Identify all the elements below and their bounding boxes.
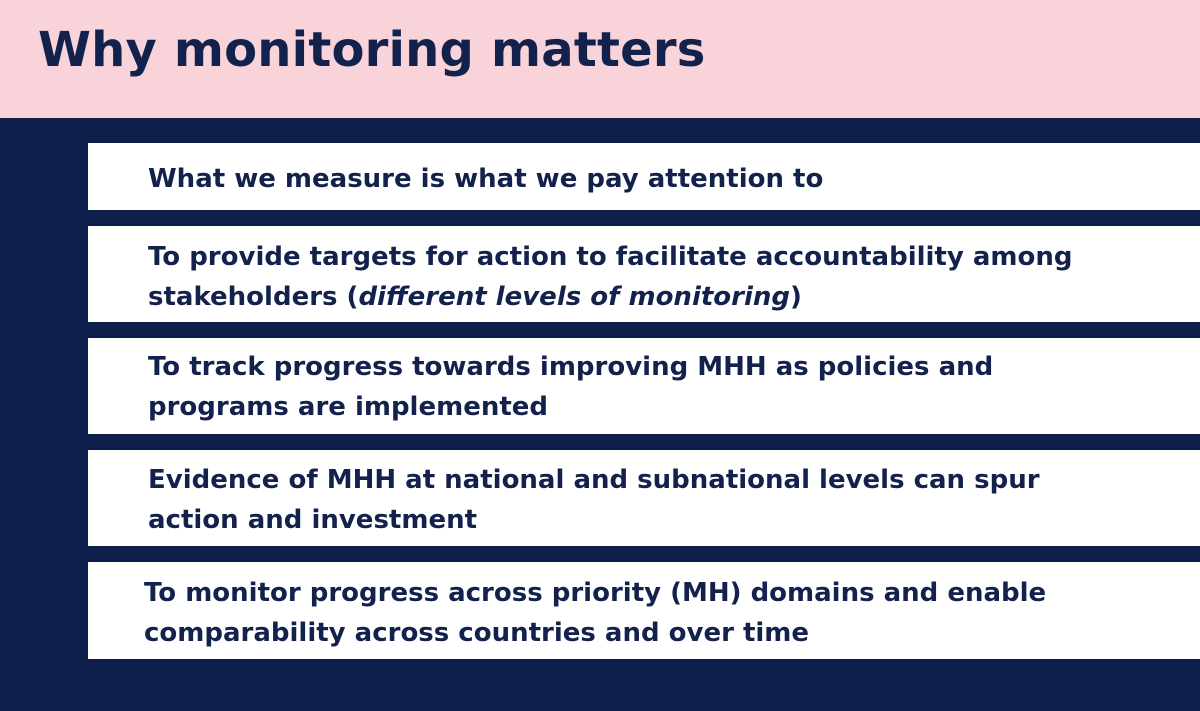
point-text-2-before: To provide targets for action to facilitate accountability among stakeholders ( <box>148 242 1073 312</box>
point-text-5: To monitor progress across priority (MH) domains and enable comparability across countries and over time <box>144 578 1047 648</box>
point-box-3 <box>88 338 1200 434</box>
point-box-4 <box>88 450 1200 546</box>
title-banner <box>0 0 1200 118</box>
point-text-2 <box>148 237 1110 317</box>
point-text-4: Evidence of MHH at national and subnational levels can spur action and investment <box>148 465 1040 535</box>
point-text-3: To track progress towards improving MHH as policies and programs are implemented <box>148 352 994 422</box>
slide-title: Why monitoring matters <box>38 22 706 78</box>
point-box-1 <box>88 143 1200 210</box>
point-box-5 <box>88 562 1200 659</box>
point-text-2-after: ) <box>790 282 802 312</box>
point-box-2 <box>88 226 1200 322</box>
point-text-1: What we measure is what we pay attention to <box>148 164 824 194</box>
point-text-2-italic: different levels of monitoring <box>358 282 791 312</box>
